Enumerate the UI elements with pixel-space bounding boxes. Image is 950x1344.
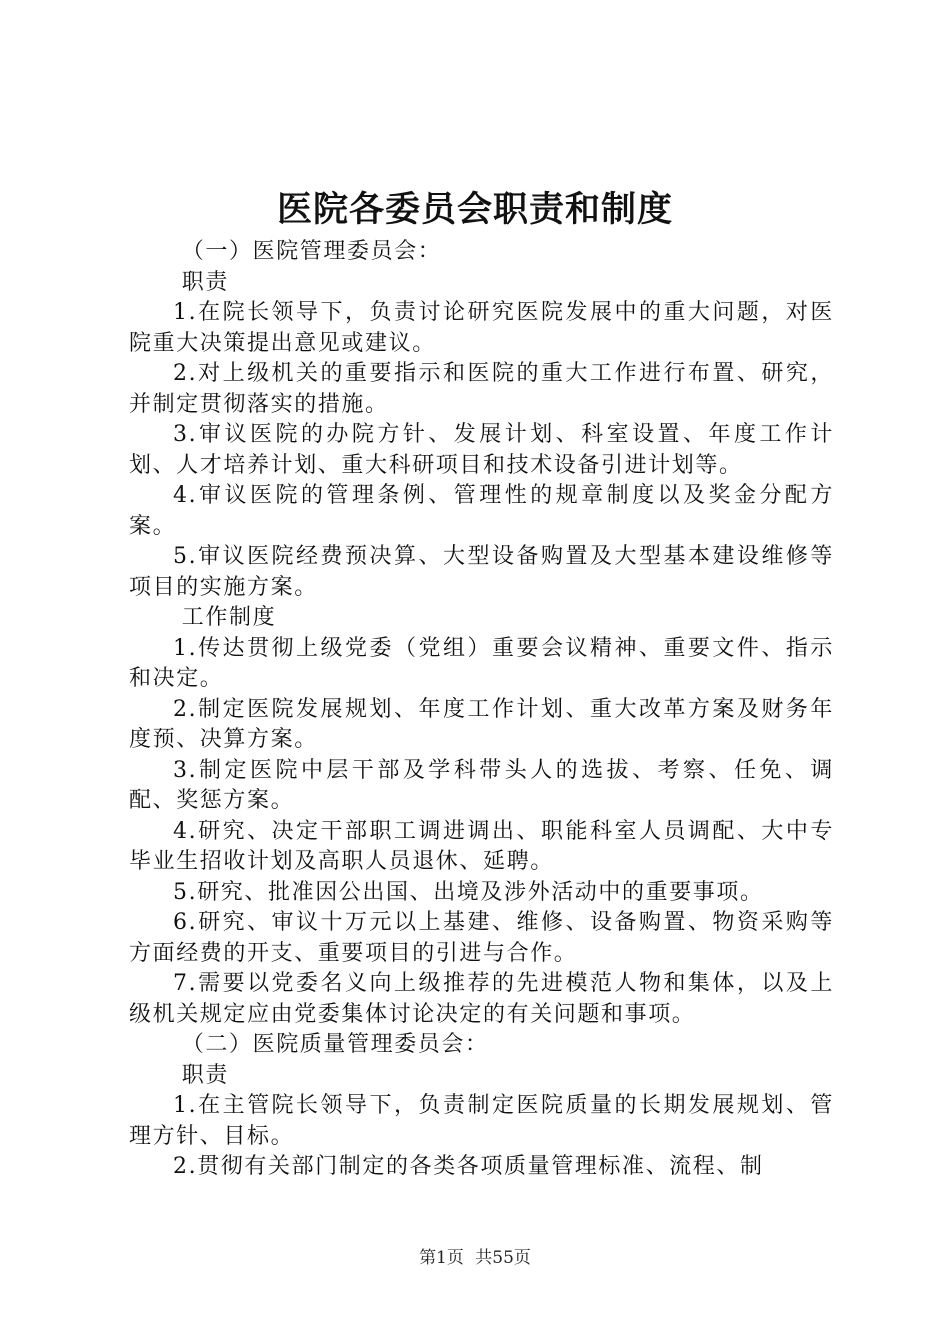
subsection-label: 职责 (181, 269, 229, 295)
paragraph: 5.研究、批准因公出国、出境及涉外活动中的重要事项。 (173, 879, 764, 905)
paragraph: 4.研究、决定干部职工调进调出、职能科室人员调配、大中专毕业生招收计划及高职人员退休、延聘。 (129, 818, 834, 874)
document-body (129, 237, 834, 1183)
paragraph: 2.贯彻有关部门制定的各类各项质量管理标准、流程、制 (173, 1154, 764, 1179)
page-footer (0, 1243, 950, 1268)
page-total: 共55页 (475, 1248, 531, 1268)
paragraph: 6.研究、审议十万元以上基建、维修、设备购置、物资采购等方面经费的开支、重要项目的引进与合作。 (129, 910, 834, 966)
paragraph: 1.传达贯彻上级党委（党组）重要会议精神、重要文件、指示和决定。 (129, 635, 834, 691)
paragraph: 7.需要以党委名义向上级推荐的先进模范人物和集体，以及上级机关规定应由党委集体讨论决定的有关问题和事项。 (129, 971, 834, 1027)
section-heading: （二）医院质量管理委员会： (181, 1032, 489, 1057)
document-title: 医院各委员会职责和制度 (276, 189, 673, 230)
paragraph: 5.审议医院经费预决算、大型设备购置及大型基本建设维修等项目的实施方案。 (129, 544, 834, 600)
paragraph: 1.在主管院长领导下，负责制定医院质量的长期发展规划、管理方针、目标。 (129, 1093, 834, 1149)
paragraph: 2.对上级机关的重要指示和医院的重大工作进行布置、研究，并制定贯彻落实的措施。 (129, 361, 834, 417)
paragraph: 4.审议医院的管理条例、管理性的规章制度以及奖金分配方案。 (129, 483, 834, 539)
paragraph: 3.审议医院的办院方针、发展计划、科室设置、年度工作计划、人才培养计划、重大科研项目和技术设备引进计划等。 (129, 422, 834, 478)
subsection-label: 职责 (181, 1062, 229, 1088)
subsection-label: 工作制度 (181, 605, 277, 630)
paragraph: 3.制定医院中层干部及学科带头人的选拔、考察、任免、调配、奖惩方案。 (129, 757, 834, 813)
paragraph: 1.在院长领导下，负责讨论研究医院发展中的重大问题，对医院重大决策提出意见或建议。 (129, 300, 834, 356)
paragraph: 2.制定医院发展规划、年度工作计划、重大改革方案及财务年度预、决算方案。 (129, 696, 834, 752)
page-number: 第1页 (419, 1248, 464, 1268)
section-heading: （一）医院管理委员会： (181, 239, 442, 264)
